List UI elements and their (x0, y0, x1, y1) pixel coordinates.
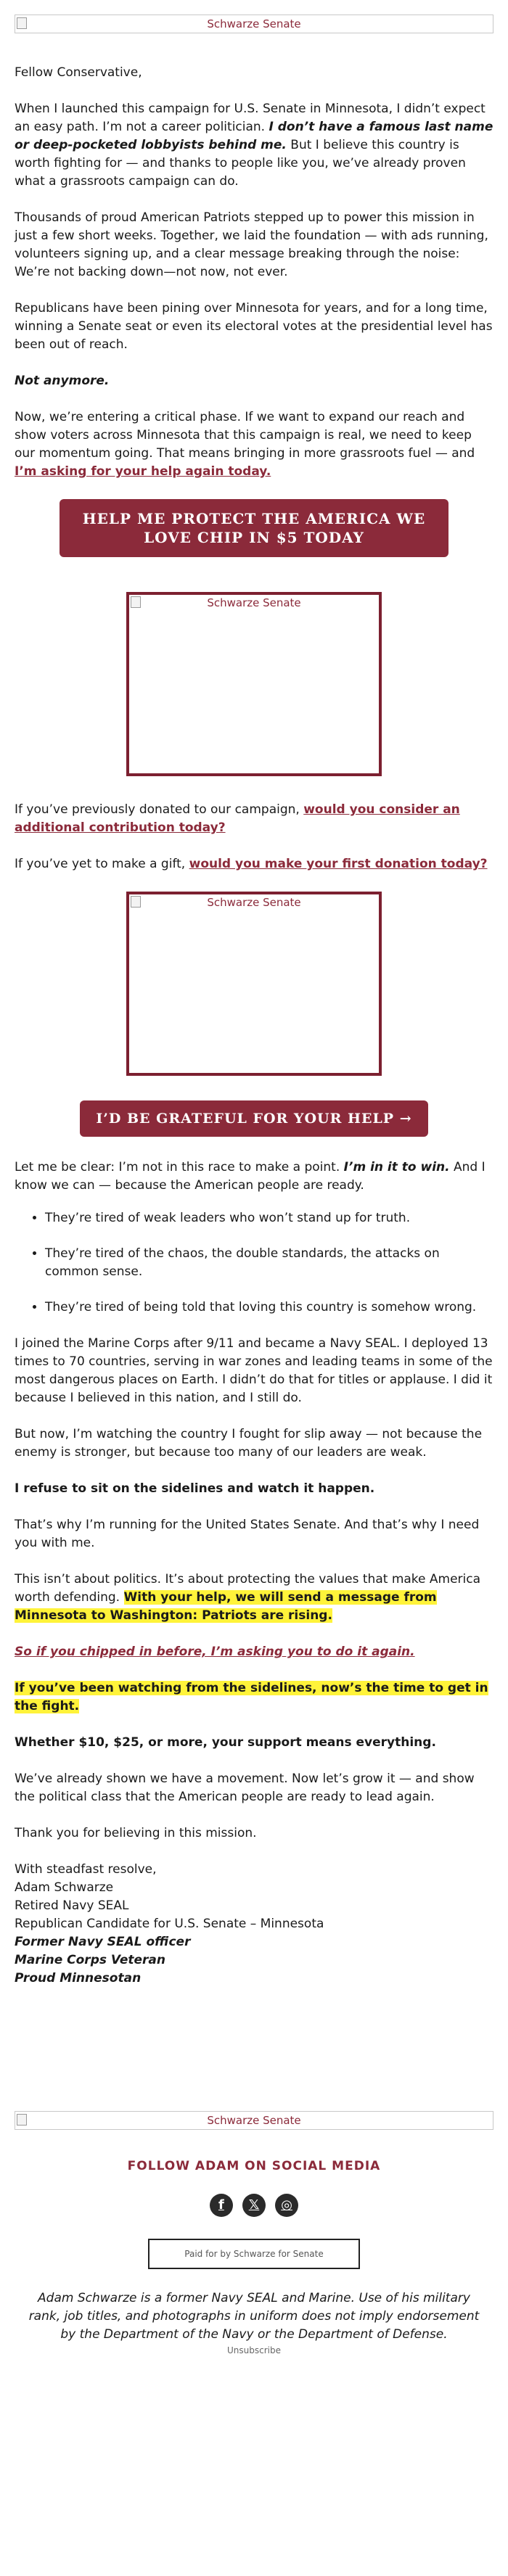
paragraph-values: This isn’t about politics. It’s about protecting the values that make America worth defending. With your help, we will send a message from Minnesota to Washington: Patriots are rising. (15, 1572, 481, 1623)
paragraph-service: I joined the Marine Corps after 9/11 and became a Navy SEAL. I deployed 13 times to 70 countries, serving in war zones and leading teams in some of the most dangerous places on Earth. I didn’t do that for titles or applause. I did it because I believed in this nation, and I still do. (15, 1336, 493, 1405)
paragraph-chip-again (15, 1643, 493, 1661)
paragraph-weak-leaders: But now, I’m watching the country I fought for slip away — not because the enemy is stronger, but because too many of our leaders are weak. (15, 1427, 483, 1460)
paragraph-refuse: I refuse to sit on the sidelines and watch it happen. (15, 1481, 375, 1496)
help-again-link[interactable]: I’m asking for your help again today. (15, 464, 271, 479)
signature-tag: Former Navy SEAL officer (15, 1935, 191, 1949)
paragraph-sidelines: If you’ve been watching from the sidelines, now’s the time to get in the fight. (15, 1681, 488, 1713)
broken-image-icon (17, 2114, 27, 2126)
paragraph-movement: We’ve already shown we have a movement. Now let’s grow it — and show the political class that the American people are ready to lead again. (15, 1771, 475, 1804)
list-item: • They’re tired of weak leaders who won’t stand up for truth. (45, 1209, 493, 1227)
signature-tag: Proud Minnesotan (15, 1971, 142, 1986)
paid-for-row (15, 2239, 493, 2269)
additional-contribution-link[interactable]: would you consider an additional contribution today? (15, 802, 460, 835)
paragraph-first-gift: If you’ve yet to make a gift, would you make your first donation today? (15, 857, 488, 871)
broken-image-icon (17, 17, 27, 29)
disclaimer: Adam Schwarze is a former Navy SEAL and Marine. Use of his military rank, job titles, and photographs in uniform does not imply endorsement by the Department of the Navy or the Department of Defense. (28, 2291, 480, 2342)
cta-row-2 (15, 1100, 493, 1137)
chip-again-link[interactable]: So if you chipped in before, I’m asking you to do it again. (15, 1645, 415, 1659)
broken-image-icon (131, 896, 141, 908)
email-body (0, 15, 508, 2355)
framed-image-2-alt: Schwarze Senate (207, 896, 301, 909)
unsubscribe-link[interactable]: Unsubscribe (227, 2345, 281, 2355)
cta-row-1 (15, 499, 493, 557)
paragraph-patriots: Thousands of proud American Patriots stepped up to power this mission in just a few short weeks. Together, we laid the foundation — with ads running, volunteers signing up, and a clear message breaking through the noise: We’re not backing down—not now, not ever. (15, 210, 488, 279)
signature-block (15, 1861, 493, 1988)
facebook-icon[interactable]: f (210, 2194, 233, 2217)
paragraph-in-it-to-win: Let me be clear: I’m not in this race to make a point. I’m in it to win. And I know we can — because the American people are ready. (15, 1160, 486, 1193)
footer-image-alt: Schwarze Senate (207, 2114, 301, 2127)
x-icon[interactable]: 𝕏 (242, 2194, 266, 2217)
paragraph-running: That’s why I’m running for the United States Senate. And that’s why I need you with me. (15, 1518, 480, 1550)
list-item: • They’re tired of the chaos, the double standards, the attacks on common sense. (45, 1245, 493, 1281)
paragraph-critical-phase: Now, we’re entering a critical phase. If we want to expand our reach and show voters across Minnesota that this campaign is real, we need to keep our momentum going. That means bringing in more grassroots fuel — and I’m asking for your help again today. (15, 410, 475, 479)
paragraph-thanks: Thank you for believing in this mission. (15, 1826, 257, 1840)
paragraph-support: Whether $10, $25, or more, your support means everything. (15, 1735, 436, 1750)
paragraph-previous-donors: If you’ve previously donated to our campaign, would you consider an additional contribution today? (15, 802, 460, 835)
header-logo-image[interactable] (15, 15, 493, 33)
footer-logo-image[interactable] (15, 2111, 493, 2130)
chip-in-5-button[interactable]: HELP ME PROTECT THE AMERICA WE LOVE CHIP IN $5 TODAY (60, 499, 448, 557)
signature-title: Retired Navy SEAL (15, 1898, 129, 1913)
first-donation-link[interactable]: would you make your first donation today? (189, 857, 488, 871)
framed-image-2[interactable] (126, 892, 382, 1076)
follow-heading: FOLLOW ADAM ON SOCIAL MEDIA (127, 2159, 381, 2173)
instagram-icon[interactable]: ◎ (275, 2194, 298, 2217)
signature-tag: Marine Corps Veteran (15, 1953, 165, 1967)
grateful-help-button[interactable]: I’D BE GRATEFUL FOR YOUR HELP → (80, 1100, 427, 1137)
list-item: • They’re tired of being told that loving this country is somehow wrong. (45, 1299, 493, 1317)
paragraph-not-anymore: Not anymore. (15, 374, 110, 388)
paid-for-box: Paid for by Schwarze for Senate (148, 2239, 360, 2269)
header-image-alt: Schwarze Senate (207, 17, 301, 30)
signature-name: Adam Schwarze (15, 1880, 114, 1895)
paragraph-minnesota: Republicans have been pining over Minnesota for years, and for a long time, winning a Senate seat or even its electoral votes at the presidential level has been out of reach. (15, 301, 493, 352)
signature-closing: With steadfast resolve, (15, 1862, 157, 1877)
signature-candidacy: Republican Candidate for U.S. Senate – Minnesota (15, 1917, 324, 1931)
greeting: Fellow Conservative, (15, 65, 142, 80)
framed-image-1[interactable] (126, 592, 382, 776)
social-links (15, 2194, 493, 2217)
bullet-list (15, 1209, 493, 1317)
paragraph-intro: When I launched this campaign for U.S. Senate in Minnesota, I didn’t expect an easy path. I’m not a career politician. I don’t have a famous last name or deep-pocketed lobbyists behind me. But I believe this country is worth fighting for — and thanks to people like you, we’ve already proven what a grassroots campaign can do. (15, 102, 493, 189)
broken-image-icon (131, 596, 141, 608)
framed-image-1-alt: Schwarze Senate (207, 596, 301, 609)
